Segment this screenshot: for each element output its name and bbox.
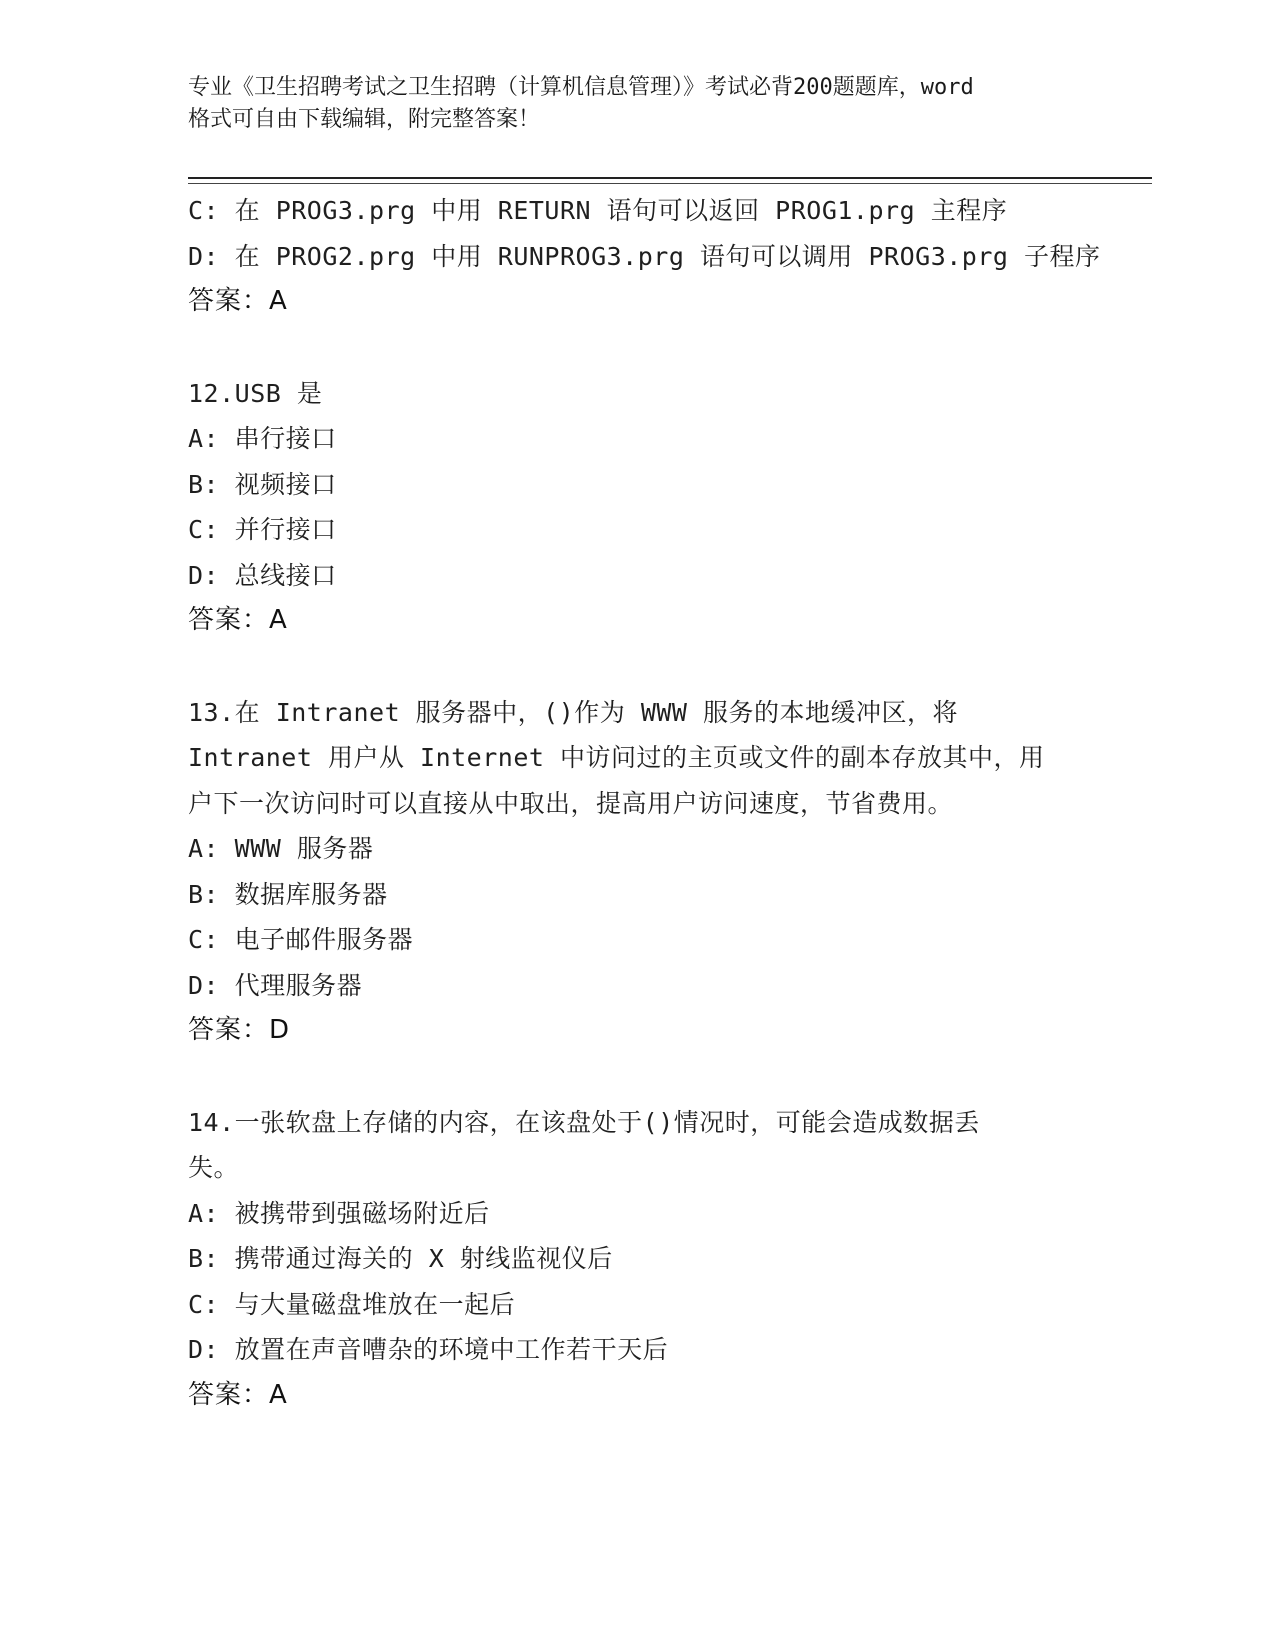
- question-stem-line-2: 失。: [188, 1153, 240, 1182]
- question-13: [188, 690, 1108, 1054]
- option-d: D: 放置在声音嘈杂的环境中工作若干天后: [188, 1335, 669, 1364]
- question-14: [188, 1100, 1108, 1419]
- option-a: A: 被携带到强磁场附近后: [188, 1198, 490, 1228]
- option-d: D: 总线接口: [188, 560, 337, 590]
- question-11-continued: [188, 188, 1108, 325]
- option-d: D: 在 PROG2.prg 中用 RUNPROG3.prg 语句可以调用 PROG3.prg 子程序: [188, 241, 1101, 271]
- header-divider-thick: [188, 177, 1152, 179]
- option-c: C: 电子邮件服务器: [188, 925, 414, 954]
- header-title-line-2: 格式可自由下载编辑，附完整答案！: [188, 107, 541, 132]
- option-d: D: 代理服务器: [188, 970, 363, 1000]
- option-a: A: WWW 服务器: [188, 834, 374, 863]
- option-b: B: 携带通过海关的 X 射线监视仪后: [188, 1244, 613, 1273]
- question-stem-line-2: Intranet 用户从 Internet 中访问过的主页或文件的副本存放其中，用: [188, 743, 1045, 772]
- option-c: C: 并行接口: [188, 515, 337, 544]
- answer-line: 答案：A: [188, 1379, 288, 1410]
- document-header: [188, 72, 1088, 136]
- option-b: B: 视频接口: [188, 469, 337, 499]
- answer-line: 答案：A: [188, 605, 288, 635]
- answer-line: 答案：D: [188, 1015, 291, 1045]
- question-spacer: [188, 325, 1108, 371]
- question-spacer: [188, 644, 1108, 690]
- option-c: C: 与大量磁盘堆放在一起后: [188, 1289, 516, 1319]
- option-b: B: 数据库服务器: [188, 879, 388, 909]
- option-c: C: 在 PROG3.prg 中用 RETURN 语句可以返回 PROG1.prg 主程序: [188, 196, 1008, 225]
- question-stem: 12.USB 是: [188, 378, 323, 408]
- question-stem-line-1: 13.在 Intranet 服务器中，()作为 WWW 服务的本地缓冲区，将: [188, 697, 959, 727]
- answer-line: 答案：A: [188, 286, 288, 316]
- question-stem-line-1: 14.一张软盘上存储的内容，在该盘处于()情况时，可能会造成数据丢: [188, 1107, 980, 1137]
- header-divider-thin: [188, 183, 1152, 184]
- question-12: [188, 371, 1108, 644]
- header-title-line-1: 专业《卫生招聘考试之卫生招聘（计算机信息管理）》考试必背200题题库，word: [188, 75, 974, 100]
- question-list: [188, 188, 1108, 1418]
- question-spacer: [188, 1054, 1108, 1100]
- option-a: A: 串行接口: [188, 424, 337, 453]
- question-stem-line-3: 户下一次访问时可以直接从中取出，提高用户访问速度，节省费用。: [188, 788, 954, 818]
